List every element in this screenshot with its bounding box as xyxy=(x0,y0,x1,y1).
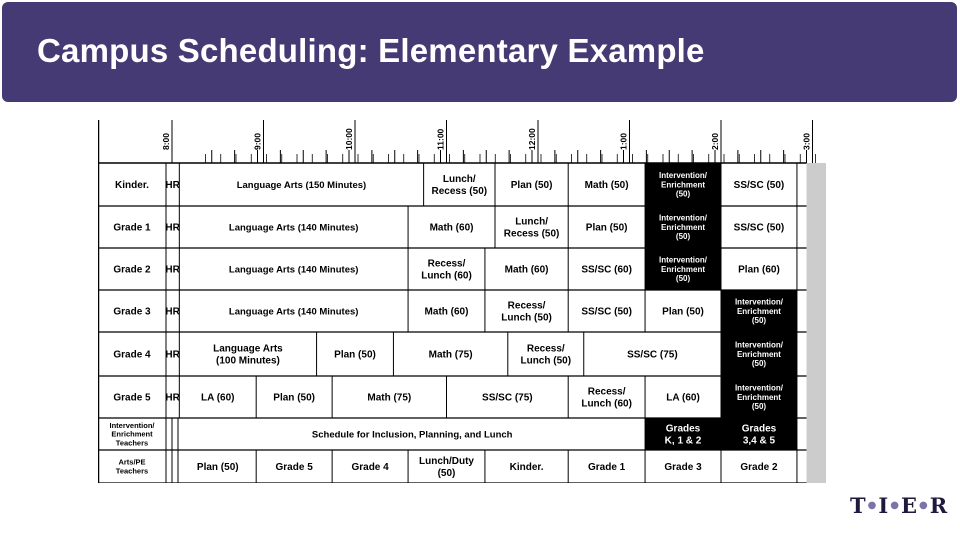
schedule-cell xyxy=(229,306,359,317)
schedule-cell xyxy=(734,223,785,234)
schedule-cell xyxy=(588,462,626,473)
schedule-cell-line: HR xyxy=(165,349,180,361)
tier-logo xyxy=(850,492,948,518)
schedule-cell xyxy=(505,265,549,276)
schedule-cell-line: (50) xyxy=(437,467,456,479)
schedule-cell-line: Plan (50) xyxy=(273,392,315,404)
schedule-cell-line: SS/SC (50) xyxy=(733,222,785,234)
schedule-cell xyxy=(237,180,367,191)
schedule-cell-line: SS/SC (75) xyxy=(482,392,533,404)
schedule-cell-line: Grade 2 xyxy=(740,462,778,473)
schedule-cell-line: Plan (50) xyxy=(334,349,376,361)
schedule-cell-line: 3,4 & 5 xyxy=(742,435,776,447)
schedule-cell xyxy=(165,350,180,361)
row-label xyxy=(115,180,149,191)
schedule-cell-line: Intervention/ xyxy=(659,213,708,223)
schedule-cell-line: LA (60) xyxy=(666,392,700,404)
schedule-cell-line: Language Arts (140 Minutes) xyxy=(228,264,359,276)
schedule-cell xyxy=(510,462,544,473)
schedule-cell-line: K, 1 & 2 xyxy=(664,435,702,447)
schedule-cell xyxy=(511,180,553,191)
slide-title: Campus Scheduling: Elementary Example xyxy=(37,32,705,69)
schedule-cell xyxy=(429,350,473,361)
schedule-cell xyxy=(586,223,628,234)
schedule-cell-line: Language Arts (140 Minutes) xyxy=(228,222,359,234)
row-label-line: Grade 4 xyxy=(113,349,151,361)
schedule-cell-line: Lunch (60) xyxy=(421,270,472,282)
schedule-cell-line: Intervention/ xyxy=(734,297,783,307)
schedule-cell xyxy=(229,222,359,233)
row-label xyxy=(113,223,151,234)
schedule-cell xyxy=(666,393,700,404)
schedule-grid xyxy=(98,120,826,483)
schedule-cell xyxy=(312,429,513,440)
schedule-cell-line: Lunch (50) xyxy=(520,355,572,367)
schedule-cell-line: Math (50) xyxy=(584,180,629,191)
schedule-cell xyxy=(425,307,469,318)
schedule-cell-line: Kinder. xyxy=(509,462,544,473)
time-label: 3:00 xyxy=(801,132,812,150)
schedule-cell-line: Grades xyxy=(665,423,701,435)
time-label: 9:00 xyxy=(252,132,263,150)
schedule-cell-line: (50) xyxy=(675,189,691,199)
schedule-cell xyxy=(665,424,702,447)
schedule-cell xyxy=(585,180,629,191)
schedule-cell-line: Plan (50) xyxy=(585,222,628,234)
schedule-cell-line: Enrichment xyxy=(736,306,781,316)
schedule-cell xyxy=(421,259,472,282)
schedule-cell-line: Intervention/ xyxy=(734,340,783,350)
schedule-cell-line: Lunch (50) xyxy=(501,312,552,324)
schedule-cell xyxy=(165,307,180,318)
schedule-cell xyxy=(165,223,180,234)
schedule-cell-line: Lunch/ xyxy=(515,216,548,228)
schedule-cell-line: (50) xyxy=(751,402,767,412)
schedule-cell-line: Lunch/ xyxy=(442,174,476,186)
schedule-cell xyxy=(581,387,632,410)
row-label xyxy=(113,307,151,318)
schedule-cell-line: Lunch (60) xyxy=(581,398,632,410)
logo-letter-e: E xyxy=(900,492,917,518)
schedule-cell-line: Intervention/ xyxy=(659,255,708,265)
schedule-cell-line: Math (75) xyxy=(367,392,412,404)
schedule-cell-line: Grade 3 xyxy=(664,462,702,473)
schedule-cell xyxy=(482,393,533,404)
schedule-cell-line: Recess (50) xyxy=(431,185,488,197)
schedule-cell-line: Language Arts (140 Minutes) xyxy=(228,306,359,318)
schedule-cell xyxy=(276,462,314,473)
schedule-cell-line: Enrichment xyxy=(661,180,706,190)
schedule-table xyxy=(98,120,826,483)
schedule-cell-line: Math (75) xyxy=(428,349,473,361)
row-label-line: Kinder. xyxy=(115,180,149,191)
schedule-cell-line: Plan (50) xyxy=(196,462,239,473)
schedule-cell xyxy=(367,393,411,404)
schedule-cell-line: HR xyxy=(165,222,180,234)
row-label xyxy=(116,458,148,476)
schedule-cell-line: (50) xyxy=(675,274,691,284)
schedule-cell-line: Grades xyxy=(741,423,777,435)
row-label xyxy=(113,393,151,404)
schedule-cell-line: HR xyxy=(165,180,180,191)
schedule-cell xyxy=(504,217,560,240)
schedule-cell-line: Math (60) xyxy=(429,222,474,234)
schedule-cell-line: (50) xyxy=(751,316,767,326)
schedule-cell xyxy=(581,307,632,318)
schedule-cell-line: Recess (50) xyxy=(503,228,560,240)
schedule-cell xyxy=(740,462,778,473)
schedule-cell xyxy=(351,462,389,473)
row-label-line: Teachers xyxy=(115,438,149,448)
logo-letter-r: R xyxy=(929,492,948,518)
schedule-cell-line: Enrichment xyxy=(736,349,781,359)
schedule-cell-line: Grade 5 xyxy=(275,462,313,473)
schedule-cell-line: (100 Minutes) xyxy=(215,355,280,367)
time-label: 1:00 xyxy=(618,132,629,150)
schedule-cell xyxy=(734,180,785,191)
schedule-cell-line: LA (60) xyxy=(200,392,235,404)
logo-letter-i: I xyxy=(878,492,889,518)
row-label xyxy=(113,350,151,361)
schedule-cell xyxy=(501,301,552,324)
schedule-cell-line: Math (60) xyxy=(504,264,549,276)
schedule-cell-line: (50) xyxy=(751,359,767,369)
schedule-cell-line: Language Arts (150 Minutes) xyxy=(236,179,367,191)
logo-dot-icon: ● xyxy=(918,499,928,511)
schedule-cell-line: Enrichment xyxy=(736,392,781,402)
schedule-cell-line: SS/SC (50) xyxy=(581,306,632,318)
row-label-line: Arts/PE xyxy=(118,457,146,467)
schedule-cell xyxy=(738,265,780,276)
row-label xyxy=(113,265,151,276)
schedule-cell-line: Grade 1 xyxy=(588,462,626,473)
schedule-cell xyxy=(334,350,376,361)
schedule-cell-line: Plan (50) xyxy=(662,306,704,318)
schedule-cell-line: Intervention/ xyxy=(659,170,708,180)
schedule-cell-line: Plan (60) xyxy=(738,264,780,276)
schedule-cell-line: Grade 4 xyxy=(351,462,389,473)
schedule-cell xyxy=(664,462,702,473)
schedule-cell xyxy=(165,265,180,276)
schedule-cell xyxy=(273,393,315,404)
title-banner xyxy=(2,2,957,102)
time-label: 2:00 xyxy=(710,132,720,150)
schedule-cell-line: Recess/ xyxy=(526,343,565,355)
logo-dot-icon: ● xyxy=(867,499,877,511)
schedule-cell-line: Math (60) xyxy=(424,306,469,318)
time-label: 8:00 xyxy=(161,132,171,150)
time-label: 12:00 xyxy=(527,128,537,150)
schedule-cell xyxy=(520,344,571,367)
schedule-cell xyxy=(627,350,678,361)
schedule-cell-line: HR xyxy=(165,264,180,276)
row-label xyxy=(109,421,155,448)
schedule-cell xyxy=(197,462,239,473)
schedule-cell xyxy=(165,393,180,404)
schedule-cell xyxy=(581,265,632,276)
schedule-cell-line: Language Arts xyxy=(213,343,283,355)
schedule-cell xyxy=(432,174,488,197)
schedule-cell-line: SS/SC (50) xyxy=(733,180,785,191)
logo-dot-icon: ● xyxy=(890,499,899,511)
schedule-cell-line: Enrichment xyxy=(661,222,706,232)
schedule-cell xyxy=(213,344,283,367)
schedule-cell xyxy=(165,180,180,191)
schedule-cell-line: SS/SC (60) xyxy=(581,264,632,276)
schedule-cell xyxy=(430,223,474,234)
row-label-line: Grade 3 xyxy=(113,306,151,318)
schedule-cell-line: Recess/ xyxy=(427,258,466,270)
time-label: 11:00 xyxy=(435,128,446,150)
schedule-cell-line: Plan (50) xyxy=(510,180,553,191)
schedule-cell-line: HR xyxy=(165,392,180,404)
schedule-cell-line: Intervention/ xyxy=(734,383,783,393)
schedule-cell-line: SS/SC (75) xyxy=(627,349,678,361)
row-label-line: Intervention/ xyxy=(109,420,155,430)
schedule-cell xyxy=(662,307,704,318)
gray-column xyxy=(807,163,827,483)
schedule-cell-line: Recess/ xyxy=(587,386,626,398)
schedule-cell-line: Lunch/Duty xyxy=(419,456,474,468)
row-label-line: Grade 1 xyxy=(113,222,151,234)
schedule-cell xyxy=(742,424,777,447)
schedule-cell xyxy=(229,264,359,275)
time-label: 10:00 xyxy=(344,128,354,150)
schedule-cell xyxy=(419,456,474,479)
row-label-line: Teachers xyxy=(115,466,149,476)
row-label-line: Enrichment xyxy=(111,429,153,439)
row-label-line: Grade 5 xyxy=(113,392,151,404)
schedule-cell-line: (50) xyxy=(675,232,691,242)
row-label-line: Grade 2 xyxy=(113,264,151,276)
schedule-cell-line: Recess/ xyxy=(507,300,546,312)
schedule-cell-line: Enrichment xyxy=(661,264,706,274)
logo-letter-t: T xyxy=(850,492,866,518)
schedule-cell-line: Schedule for Inclusion, Planning, and Lunch xyxy=(311,429,513,441)
schedule-cell-line: HR xyxy=(165,306,180,318)
schedule-cell xyxy=(201,393,235,404)
